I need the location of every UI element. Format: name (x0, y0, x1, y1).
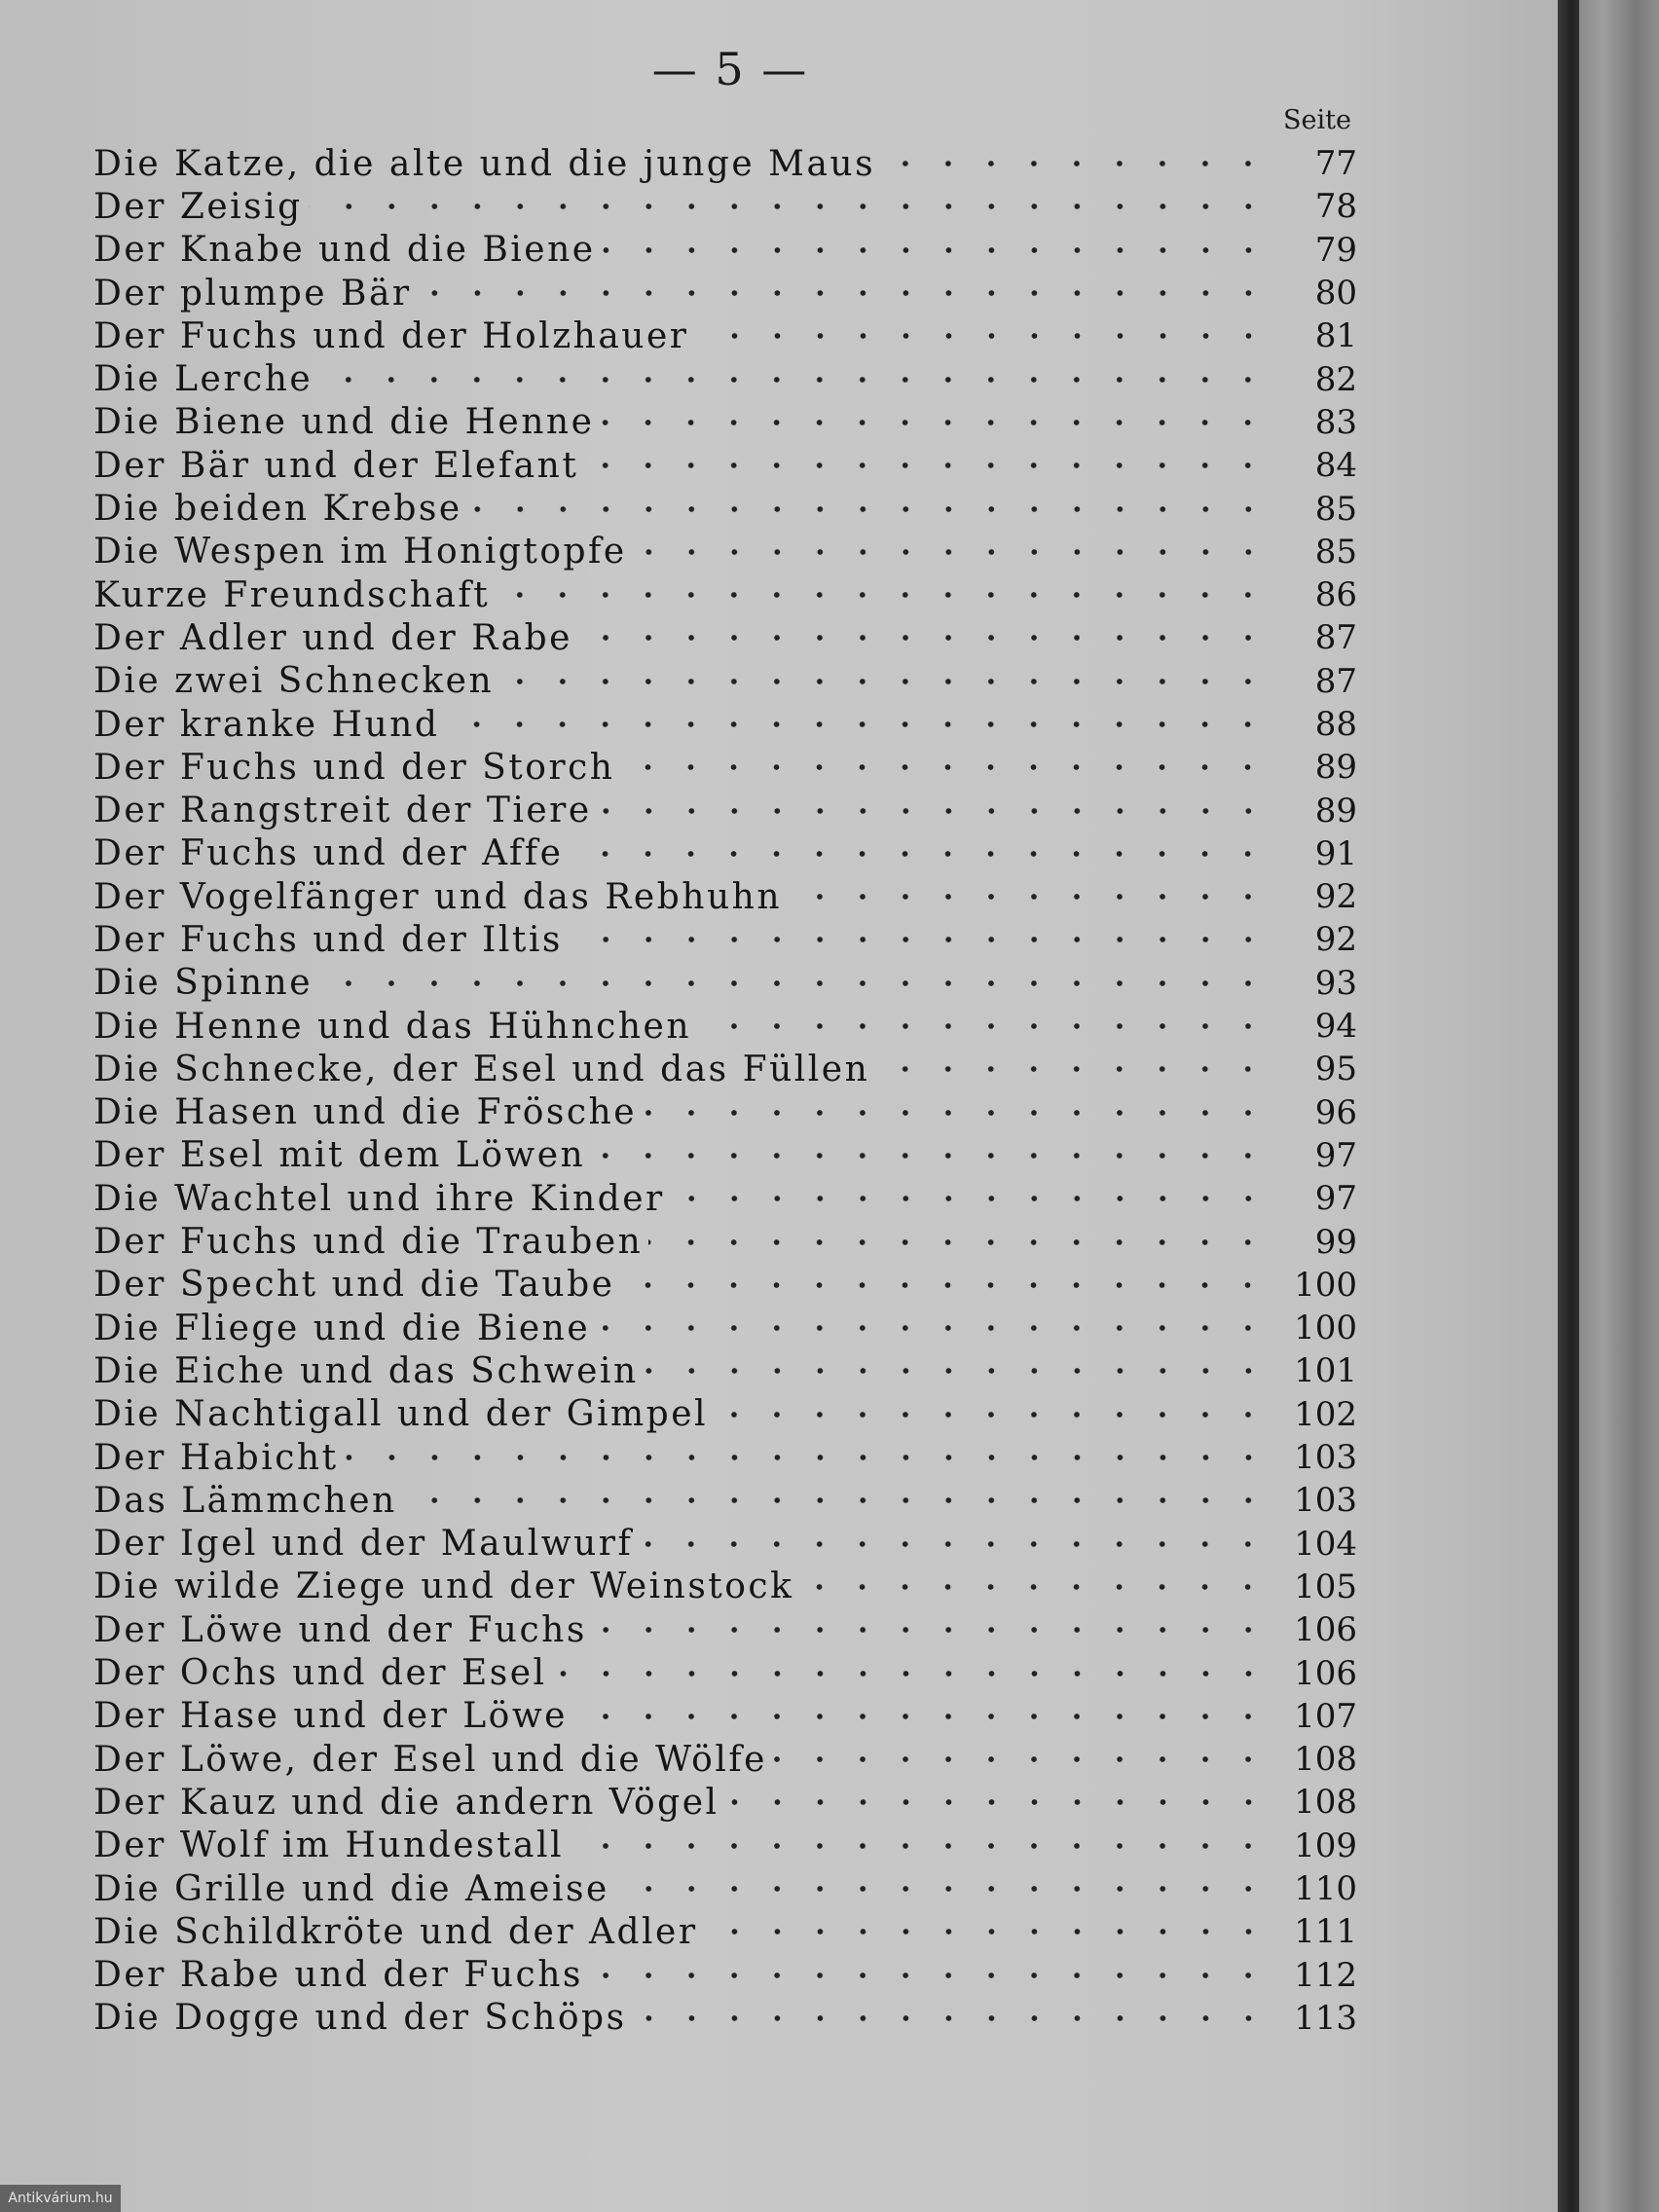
toc-entry-page: 93 (1314, 963, 1357, 1003)
toc-entry (93, 1608, 1357, 1651)
toc-entry-title: Das Lämmchen (93, 1480, 397, 1521)
toc-entry (93, 1738, 1357, 1781)
toc-entry-title: Der Hase und der Löwe (93, 1696, 568, 1737)
toc-entry (93, 573, 1357, 616)
toc-entry-title: Der Esel mit dem Löwen (93, 1135, 586, 1176)
toc-entry (93, 401, 1357, 444)
toc-entry-title: Der Kauz und die andern Vögel (93, 1782, 719, 1823)
page-column-header: Seite (1283, 105, 1351, 135)
toc-entry-page: 101 (1294, 1351, 1357, 1391)
toc-entry (93, 832, 1357, 875)
toc-entry-title: Der Igel und der Maulwurf (93, 1524, 634, 1565)
toc-entry (93, 1134, 1357, 1177)
dot-leader (875, 1048, 1270, 1090)
dot-leader (620, 1264, 1270, 1307)
dot-leader (569, 918, 1270, 961)
dot-leader (602, 229, 1270, 272)
toc-entry-page: 106 (1294, 1610, 1357, 1650)
toc-entry (93, 875, 1357, 918)
toc-entry (93, 1566, 1357, 1608)
toc-entry-page: 96 (1314, 1092, 1357, 1132)
toc-entry-page: 97 (1314, 1179, 1357, 1219)
toc-entry (93, 357, 1357, 400)
toc-entry (93, 703, 1357, 746)
toc-entry-title: Der Löwe, der Esel und die Wölfe (93, 1739, 767, 1780)
dot-leader (633, 1997, 1270, 2040)
dot-leader (620, 746, 1270, 789)
toc-entry (93, 1523, 1357, 1566)
toc-entry (93, 1953, 1357, 1996)
dot-leader (589, 1954, 1270, 1997)
toc-entry (93, 1220, 1357, 1263)
toc-entry (93, 918, 1357, 961)
toc-entry (93, 1307, 1357, 1349)
dot-leader (573, 1695, 1270, 1738)
dot-leader (591, 1134, 1270, 1177)
watermark: Antikvárium.hu (0, 2185, 121, 2212)
dot-leader (569, 832, 1270, 875)
toc-entry-title: Der Adler und der Rabe (93, 617, 572, 658)
toc-entry-title: Der plumpe Bär (93, 273, 412, 313)
toc-entry-title: Der Bär und der Elefant (93, 445, 579, 486)
toc-entry-page: 100 (1294, 1265, 1357, 1305)
toc-entry-title: Die Lerche (93, 359, 313, 400)
toc-entry (93, 444, 1357, 487)
dot-leader (418, 272, 1270, 314)
toc-entry-title: Der Knabe und die Biene (93, 230, 596, 271)
toc-entry-title: Die Nachtigall und der Gimpel (93, 1394, 709, 1435)
toc-entry-page: 110 (1294, 1869, 1357, 1909)
dot-leader (596, 1307, 1270, 1349)
toc-entry-page: 92 (1314, 877, 1357, 917)
dot-leader (881, 142, 1270, 185)
toc-entry-title: Der Fuchs und der Storch (93, 747, 615, 788)
dot-leader (593, 1608, 1270, 1651)
toc-entry-page: 83 (1314, 402, 1357, 442)
toc-entry-title: Die Katze, die alte und die junge Maus (93, 143, 876, 184)
dot-leader (648, 1221, 1270, 1264)
dot-leader (725, 1781, 1270, 1824)
dot-leader (598, 790, 1270, 832)
book-spine (1558, 0, 1579, 2212)
toc-entry-title: Die Eiche und das Schwein (93, 1350, 639, 1391)
toc-entry-page: 88 (1314, 705, 1357, 744)
dot-leader (584, 444, 1270, 487)
toc-entry-title: Die Spinne (93, 963, 313, 1004)
toc-entry-title: Die Dogge und der Schöps (93, 1998, 627, 2039)
toc-entry-title: Der Fuchs und der Affe (93, 833, 564, 874)
toc-entry-page: 111 (1294, 1912, 1357, 1952)
toc-entry (93, 660, 1357, 703)
dot-leader (639, 1523, 1270, 1566)
toc-entry (93, 1349, 1357, 1392)
toc-entry (93, 1479, 1357, 1522)
toc-entry-title: Der Fuchs und der Iltis (93, 919, 563, 960)
toc-entry (93, 1867, 1357, 1910)
toc-entry-title: Die Wespen im Honigtopfe (93, 532, 627, 572)
toc-entry (93, 616, 1357, 659)
dot-leader (570, 1825, 1270, 1867)
toc-entry-title: Die Schildkröte und der Adler (93, 1911, 698, 1952)
toc-entry-title: Die zwei Schnecken (93, 661, 495, 702)
toc-entry-page: 94 (1314, 1007, 1357, 1047)
dot-leader (445, 703, 1270, 746)
toc-entry (93, 1264, 1357, 1307)
toc-entry (93, 487, 1357, 530)
dot-leader (714, 1393, 1270, 1436)
toc-entry-page: 99 (1314, 1222, 1357, 1262)
page-number: — 5 — (651, 43, 809, 95)
table-of-contents (93, 142, 1357, 2040)
toc-entry-page: 100 (1294, 1309, 1357, 1348)
book-cover-edge (1579, 0, 1659, 2212)
toc-entry-page: 85 (1314, 532, 1357, 571)
dot-leader (773, 1738, 1270, 1781)
toc-entry-page: 113 (1294, 1998, 1357, 2038)
toc-entry (93, 746, 1357, 789)
toc-entry-page: 103 (1294, 1438, 1357, 1478)
toc-entry-page: 82 (1314, 359, 1357, 399)
dot-leader (309, 185, 1270, 228)
toc-entry-page: 108 (1294, 1740, 1357, 1780)
toc-entry-page: 95 (1314, 1050, 1357, 1089)
toc-entry (93, 1091, 1357, 1134)
dot-leader (499, 660, 1270, 703)
toc-entry-title: Die Grille und die Ameise (93, 1868, 609, 1909)
toc-entry-title: Der Ochs und der Esel (93, 1653, 547, 1694)
dot-leader (553, 1652, 1270, 1695)
dot-leader (643, 1091, 1270, 1134)
toc-entry-title: Der Specht und die Taube (93, 1265, 615, 1306)
toc-entry (93, 229, 1357, 272)
toc-entry-page: 107 (1294, 1696, 1357, 1736)
dot-leader (633, 531, 1270, 573)
toc-entry-page: 108 (1294, 1783, 1357, 1823)
toc-entry (93, 1393, 1357, 1436)
toc-entry-page: 89 (1314, 791, 1357, 830)
toc-entry-page: 81 (1314, 316, 1357, 356)
dot-leader (496, 573, 1270, 616)
toc-entry (93, 1651, 1357, 1694)
toc-entry-page: 87 (1314, 661, 1357, 701)
toc-entry-page: 77 (1314, 144, 1357, 184)
dot-leader (345, 1436, 1270, 1479)
toc-entry-title: Der Habicht (93, 1437, 339, 1478)
toc-entry (93, 1910, 1357, 1953)
dot-leader (799, 1566, 1270, 1608)
toc-entry-title: Der Fuchs und der Holzhauer (93, 315, 689, 356)
toc-entry-page: 85 (1314, 489, 1357, 529)
toc-entry (93, 272, 1357, 314)
toc-entry-page: 89 (1314, 748, 1357, 788)
dot-leader (704, 1910, 1270, 1953)
toc-entry (93, 314, 1357, 357)
toc-entry-page: 97 (1314, 1135, 1357, 1175)
toc-entry (93, 962, 1357, 1005)
toc-entry-title: Die Schnecke, der Esel und das Füllen (93, 1049, 870, 1089)
dot-leader (788, 875, 1270, 918)
toc-entry-page: 105 (1294, 1567, 1357, 1606)
toc-entry-page: 106 (1294, 1653, 1357, 1693)
toc-entry-page: 103 (1294, 1481, 1357, 1521)
toc-entry (93, 1997, 1357, 2040)
toc-entry-title: Kurze Freundschaft (93, 574, 491, 615)
dot-leader (697, 1005, 1270, 1048)
toc-entry-title: Die Hasen und die Frösche (93, 1092, 638, 1133)
dot-leader (671, 1177, 1270, 1220)
dot-leader (645, 1349, 1270, 1392)
toc-entry-page: 80 (1314, 274, 1357, 313)
toc-entry-title: Der Rangstreit der Tiere (93, 791, 592, 831)
toc-entry-title: Der Fuchs und die Trauben (93, 1222, 644, 1263)
toc-entry-page: 92 (1314, 920, 1357, 960)
toc-entry (93, 1005, 1357, 1048)
toc-entry (93, 1825, 1357, 1867)
toc-entry-title: Der Wolf im Hundestall (93, 1825, 564, 1866)
dot-leader (578, 616, 1270, 659)
toc-entry-page: 104 (1294, 1524, 1357, 1564)
toc-entry-title: Die Wachtel und ihre Kinder (93, 1178, 665, 1219)
dot-leader (318, 962, 1270, 1005)
toc-entry-page: 79 (1314, 230, 1357, 270)
toc-entry-page: 109 (1294, 1825, 1357, 1865)
toc-entry (93, 531, 1357, 573)
toc-entry-page: 102 (1294, 1394, 1357, 1434)
toc-entry-page: 87 (1314, 618, 1357, 658)
toc-entry (93, 185, 1357, 228)
toc-entry-page: 84 (1314, 446, 1357, 486)
dot-leader (468, 488, 1270, 531)
toc-entry-title: Der Löwe und der Fuchs (93, 1609, 587, 1650)
toc-entry-title: Die Fliege und die Biene (93, 1308, 591, 1348)
toc-entry (93, 789, 1357, 831)
toc-entry (93, 142, 1357, 185)
toc-entry (93, 1177, 1357, 1220)
toc-entry-page: 91 (1314, 833, 1357, 873)
dot-leader (318, 358, 1270, 401)
dot-leader (600, 401, 1270, 444)
toc-entry-title: Die beiden Krebse (93, 489, 462, 530)
toc-entry (93, 1436, 1357, 1479)
toc-entry-title: Die wilde Ziege und der Weinstock (93, 1567, 794, 1607)
dot-leader (615, 1867, 1270, 1910)
toc-entry-title: Die Biene und die Henne (93, 402, 595, 443)
dot-leader (403, 1479, 1270, 1522)
toc-entry (93, 1695, 1357, 1738)
toc-entry-page: 78 (1314, 187, 1357, 227)
toc-entry-title: Die Henne und das Hühnchen (93, 1006, 692, 1047)
toc-entry-page: 86 (1314, 575, 1357, 615)
toc-entry (93, 1048, 1357, 1090)
dot-leader (695, 314, 1270, 357)
toc-entry-title: Der Zeisig (93, 186, 303, 227)
toc-entry-page: 112 (1294, 1955, 1357, 1995)
toc-entry (93, 1781, 1357, 1824)
toc-entry-title: Der Vogelfänger und das Rebhuhn (93, 876, 783, 917)
toc-entry-title: Der kranke Hund (93, 704, 440, 745)
toc-entry-title: Der Rabe und der Fuchs (93, 1955, 583, 1996)
